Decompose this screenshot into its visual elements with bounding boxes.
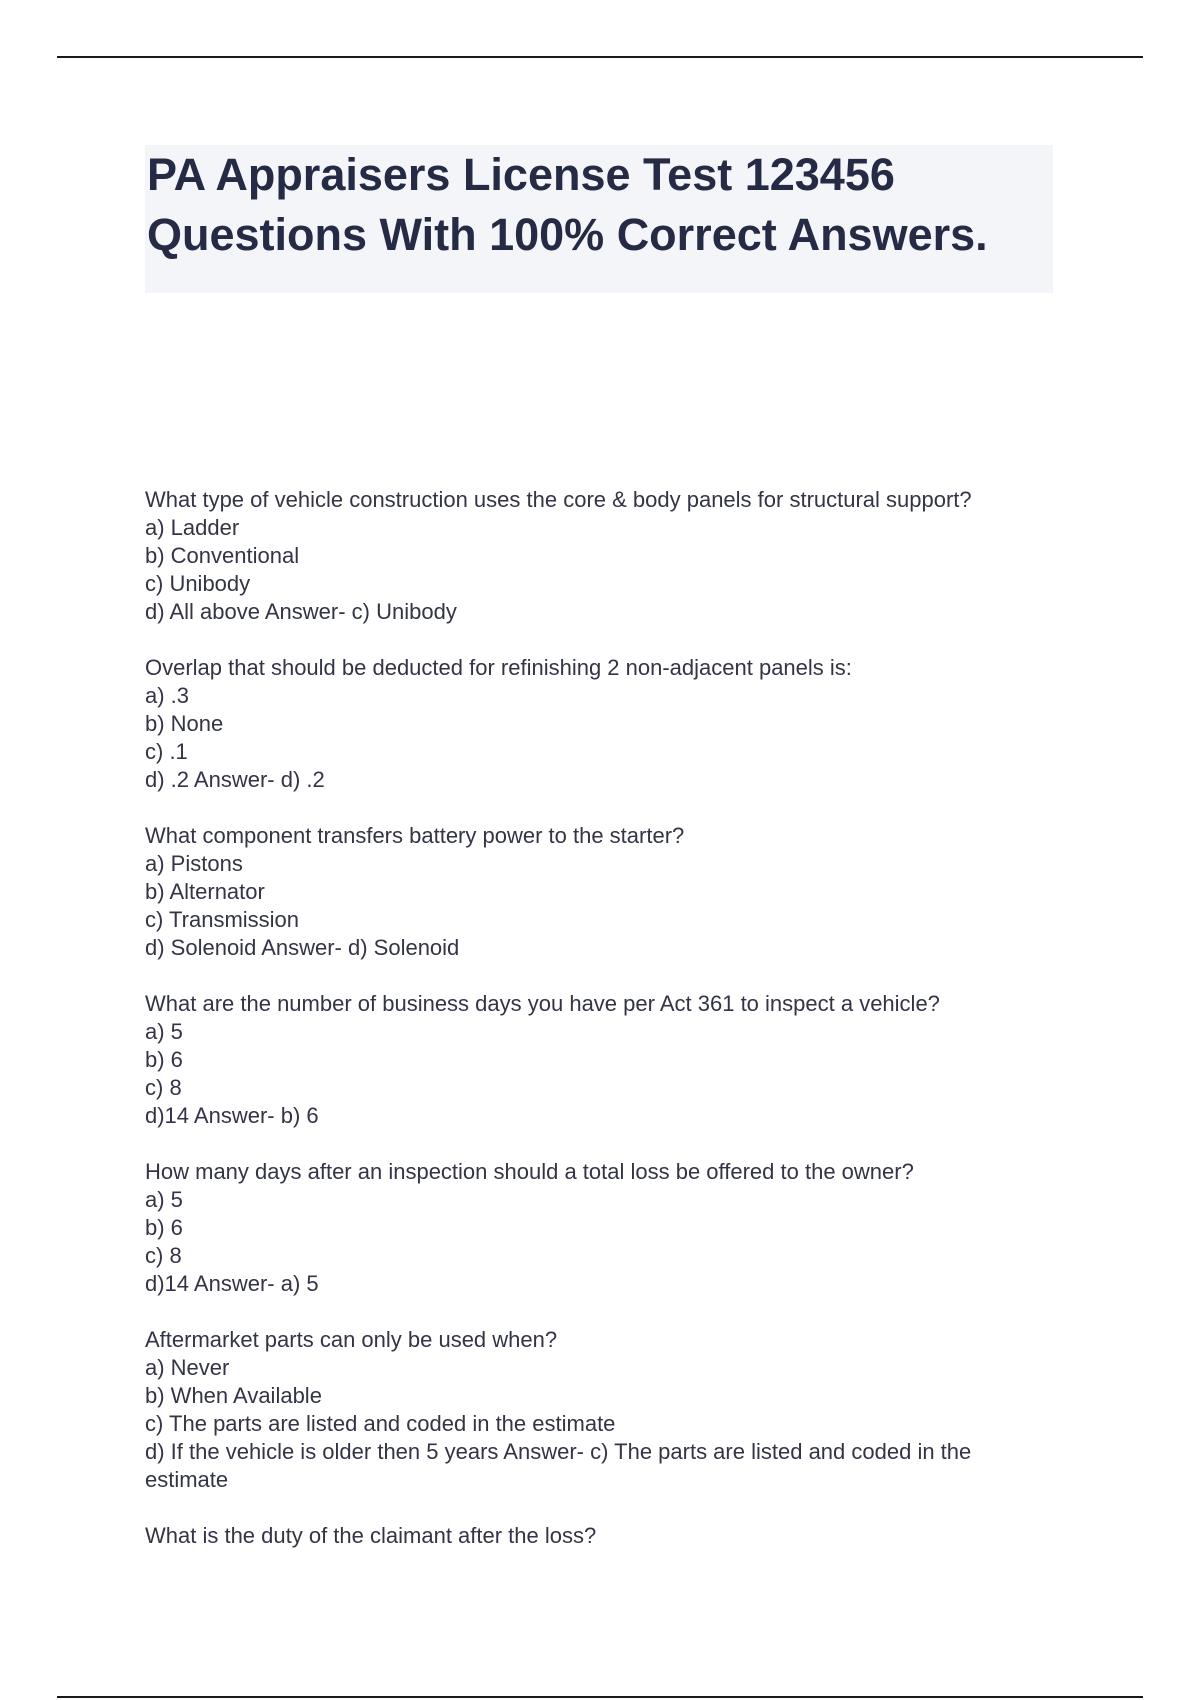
answer-option: b) None bbox=[145, 711, 224, 736]
question-text: What are the number of business days you have per Act 361 to inspect a vehicle? bbox=[145, 991, 940, 1016]
answer-option: b) 6 bbox=[145, 1047, 183, 1072]
question-text: What is the duty of the claimant after the loss? bbox=[145, 1523, 597, 1548]
answer-line: d) Solenoid Answer- d) Solenoid bbox=[145, 935, 460, 960]
document-title bbox=[145, 145, 1053, 293]
answer-option: c) .1 bbox=[145, 739, 188, 764]
answer-line: d) If the vehicle is older then 5 years Answer- c) The parts are listed and coded in the estimate bbox=[145, 1439, 972, 1492]
answer-option: a) 5 bbox=[145, 1019, 183, 1044]
question-text: What component transfers battery power to the starter? bbox=[145, 823, 685, 848]
question-text: What type of vehicle construction uses the core & body panels for structural support? bbox=[145, 487, 972, 512]
answer-line: d) All above Answer- c) Unibody bbox=[145, 599, 457, 624]
answer-option: c) The parts are listed and coded in the estimate bbox=[145, 1411, 616, 1436]
answer-option: c) Unibody bbox=[145, 571, 251, 596]
answer-option: a) Ladder bbox=[145, 515, 240, 540]
answer-option: a) Never bbox=[145, 1355, 230, 1380]
question-text: How many days after an inspection should a total loss be offered to the owner? bbox=[145, 1159, 914, 1184]
question-block bbox=[145, 990, 1065, 1130]
answer-option: b) Alternator bbox=[145, 879, 265, 904]
question-block bbox=[145, 1326, 1065, 1494]
answer-option: a) 5 bbox=[145, 1187, 183, 1212]
answer-option: c) 8 bbox=[145, 1243, 182, 1268]
answer-option: a) Pistons bbox=[145, 851, 243, 876]
answer-line: d)14 Answer- b) 6 bbox=[145, 1103, 319, 1128]
answer-option: c) Transmission bbox=[145, 907, 300, 932]
title-line-1: PA Appraisers License Test 123456 bbox=[147, 149, 895, 200]
answer-option: c) 8 bbox=[145, 1075, 182, 1100]
bottom-rule bbox=[57, 1696, 1143, 1698]
answer-option: b) Conventional bbox=[145, 543, 300, 568]
question-block bbox=[145, 486, 1065, 626]
answer-option: b) 6 bbox=[145, 1215, 183, 1240]
answer-option: a) .3 bbox=[145, 683, 190, 708]
answer-option: b) When Available bbox=[145, 1383, 322, 1408]
question-block bbox=[145, 654, 1065, 794]
question-text: Aftermarket parts can only be used when? bbox=[145, 1327, 558, 1352]
top-rule bbox=[57, 56, 1143, 58]
answer-line: d)14 Answer- a) 5 bbox=[145, 1271, 319, 1296]
answer-line: d) .2 Answer- d) .2 bbox=[145, 767, 325, 792]
question-text: Overlap that should be deducted for refinishing 2 non-adjacent panels is: bbox=[145, 655, 852, 680]
title-line-2: Questions With 100% Correct Answers. bbox=[147, 209, 988, 260]
question-block bbox=[145, 1158, 1065, 1298]
question-block bbox=[145, 822, 1065, 962]
question-list bbox=[145, 486, 1065, 1578]
question-block bbox=[145, 1522, 1065, 1550]
